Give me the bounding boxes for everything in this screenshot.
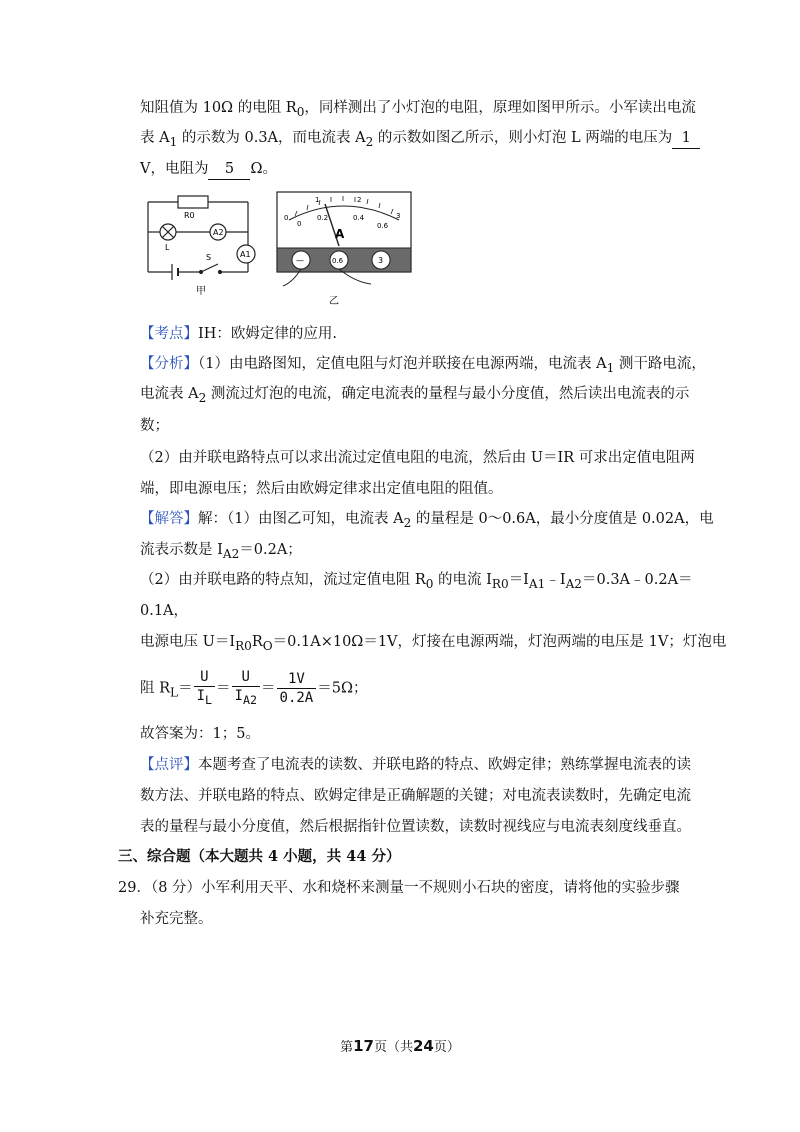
svg-text:A: A [335,227,345,241]
section-heading: 三、综合题（本大题共 4 小题，共 44 分） [118,848,401,865]
svg-text:A1: A1 [240,250,251,259]
svg-text:0: 0 [284,214,289,222]
svg-text:L: L [165,243,170,252]
svg-text:0: 0 [297,220,302,228]
jieda-line-4: 0.1A， [140,603,189,619]
svg-text:甲: 甲 [196,286,206,297]
dianping-line-3: 表的量程与最小分度值，然后根据指针位置读数，读数时视线应与电流表刻度线垂直。 [140,819,691,835]
jieda-line-1: 【解答】解：（1）由图乙可知，电流表 $A_2$ 的量程是 0～0.6A，最小分度值是 0.02A，电 [140,511,714,530]
circuit-diagram [138,190,268,298]
svg-text:A2: A2 [213,228,224,237]
svg-text:2: 2 [357,196,362,204]
kaodian-tag: 【考点】 [140,326,198,342]
jieda-tag: 【解答】 [140,511,198,527]
switch-s [201,264,218,272]
dianping-line-1: 【点评】本题考查了电流表的读数、并联电路的特点、欧姆定律；熟练掌握电流表的读 [140,757,691,773]
jieda-line-6-formula: 阻 $R_L=$ $\frac{U}{I_L}$ ＝ $\frac{U}{I_{A2}}$ ＝ $\frac{1V}{0.2A}$ ＝5Ω； [140,669,368,707]
jieda-line-3: （2）由并联电路的特点知，流过定值电阻 $R_0$ 的电流 $I_{R0}=I_{A1}﹣I_{A2}=0.3A﹣0.2A=$ [140,572,693,591]
fenxi-line-4: （2）由并联电路特点可以求出流过定值电阻的电流，然后由 U＝IR 可求出定值电阻两 [140,450,695,466]
intro-line-3: V，电阻为 5 Ω。 [140,159,277,180]
ammeter-figure [275,190,415,308]
jieda-line-2: 流表示数是 $I_{A2}=0.2A$； [140,542,302,561]
page-number: 17 [353,1037,374,1055]
svg-text:0.2: 0.2 [317,214,329,222]
page-footer: 第17页（共24页） [340,1037,460,1055]
svg-text:0.6: 0.6 [332,257,344,265]
fraction-u-over-ia2: $\frac{U}{I_{A2}}$ [232,668,260,709]
fenxi-line-3: 数； [140,418,169,434]
svg-text:R0: R0 [184,211,195,220]
fenxi-line-5: 端，即电源电压；然后由欧姆定律求出定值电阻的阻值。 [140,481,503,497]
answer-blank-voltage: 1 [672,128,700,149]
resistor-r0 [178,196,208,208]
svg-text:0.6: 0.6 [377,222,389,230]
svg-text:0.4: 0.4 [353,214,365,222]
fraction-1v-over-02a: $\frac{1V}{0.2A}$ [277,670,317,707]
dianping-tag: 【点评】 [140,757,198,773]
question-29-line-1: 29．（8 分）小军利用天平、水和烧杯来测量一不规则小石块的密度，请将他的实验步骤 [118,880,680,896]
fenxi-line-1: 【分析】（1）由电路图知，定值电阻与灯泡并联接在电源两端，电流表 $A_1$ 测干路电流， [140,356,706,375]
intro-line-1: 知阻值为 10Ω 的电阻 $R_0$，同样测出了小灯泡的电阻，原理如图甲所示。小军读出电流 [140,100,696,119]
question-29-line-2: 补充完整。 [140,911,213,927]
fraction-u-over-il: $\frac{U}{I_L}$ [194,668,215,709]
svg-text:3: 3 [396,212,401,220]
page-total: 24 [413,1037,434,1055]
jieda-line-5: 电源电压 $U=I_{R0}R_O=0.1A\times 10\Omega=1V$，灯接在电源两端，灯泡两端的电压是 1V；灯泡电 [140,634,727,653]
answer-blank-resistance: 5 [208,159,250,180]
svg-text:—: — [296,256,304,265]
svg-text:乙: 乙 [329,296,339,307]
svg-text:S: S [206,253,212,262]
kaodian-line: 【考点】IH：欧姆定律的应用. [140,326,337,342]
fenxi-tag: 【分析】 [140,356,198,372]
dianping-line-2: 数方法、并联电路的特点、欧姆定律是正确解题的关键；对电流表读数时，先确定电流 [140,788,691,804]
svg-text:1: 1 [315,196,320,204]
jieda-line-7: 故答案为：1；5。 [140,726,260,742]
intro-line-2: 表 $A_1$ 的示数为 0.3A，而电流表 $A_2$ 的示数如图乙所示，则小灯泡 L 两端的电压为 1 [140,128,700,152]
fenxi-line-2: 电流表 $A_2$ 测流过灯泡的电流，确定电流表的量程与最小分度值，然后读出电流表的示 [140,386,690,405]
svg-text:3: 3 [378,256,384,265]
